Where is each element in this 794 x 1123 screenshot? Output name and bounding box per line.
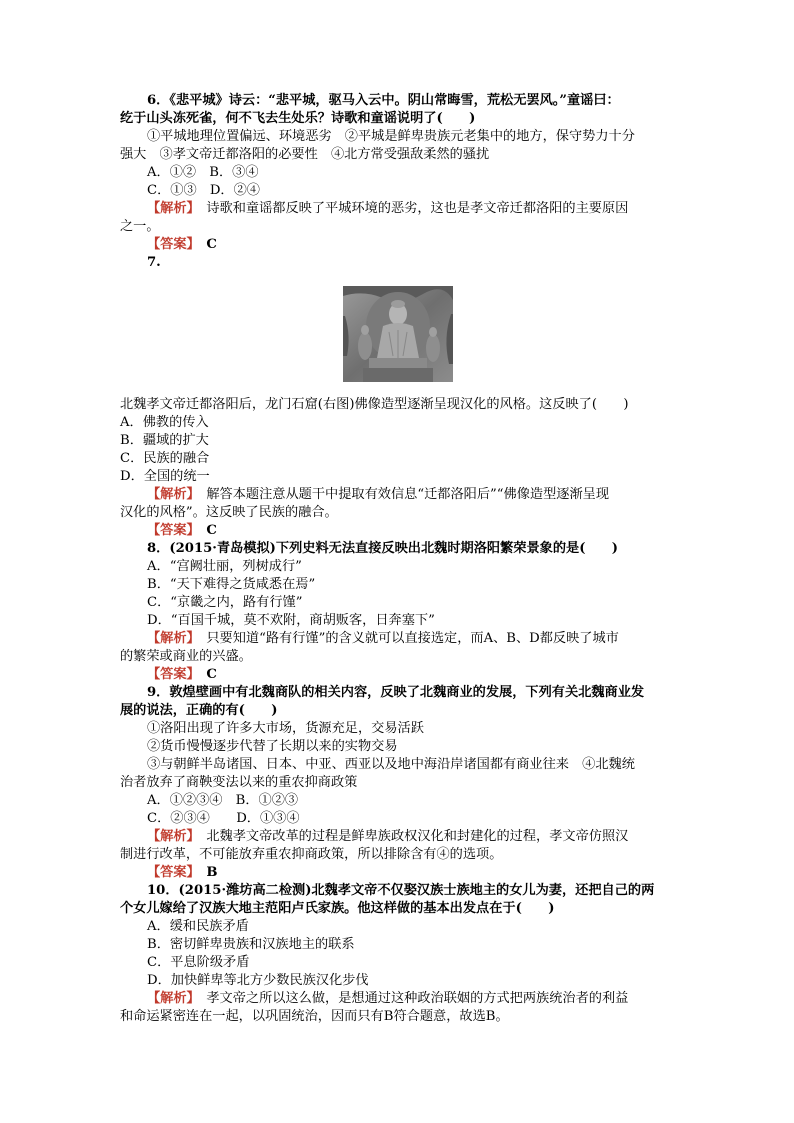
q7-option: C．民族的融合: [120, 451, 210, 466]
answer-value: C: [193, 667, 217, 682]
q6-line: 6．《悲平城》诗云：“悲平城，驱马入云中。阴山常晦雪，荒松无罢风。”童谣曰：: [147, 93, 620, 108]
q8-stem: 8．(2015·青岛模拟)下列史料无法直接反映出北魏时期洛阳繁荣景象的是( ): [147, 541, 619, 556]
q7-answer: [120, 522, 676, 540]
q10-stem: 10．(2015·潍坊高二检测)北魏孝文帝不仅娶汉族士族地主的女儿为妻，还把自己的两: [147, 883, 655, 898]
q7-analysis: [120, 486, 676, 504]
question-8: [120, 540, 676, 684]
q10-option: A．缓和民族矛盾: [147, 919, 249, 934]
analysis-label: 【解析】: [147, 201, 194, 216]
answer-label: 【答案】: [147, 865, 194, 880]
q6-option: C．①③ D．②④: [147, 183, 260, 198]
q9-answer: [120, 864, 676, 882]
answer-value: C: [193, 523, 217, 538]
q9-stem-cont: 展的说法，正确的有( ): [120, 703, 278, 718]
analysis-text: 诗歌和童谣都反映了平城环境的恶劣，这也是孝文帝迁都洛阳的主要原因: [193, 201, 629, 216]
q10-option: B．密切鲜卑贵族和汉族地主的联系: [147, 937, 355, 952]
q9-item: ②货币慢慢逐步代替了长期以来的实物交易: [147, 739, 398, 754]
q8-answer: [120, 666, 676, 684]
q8-option: B．“天下难得之货咸悉在焉”: [147, 577, 316, 592]
q9-item-cont: 治者放弃了商鞅变法以来的重农抑商政策: [120, 775, 358, 790]
question-10: [120, 882, 676, 1026]
analysis-label: 【解析】: [147, 487, 194, 502]
answer-label: 【答案】: [147, 667, 194, 682]
q9-option: A．①②③④ B．①②③: [147, 793, 299, 808]
q7-analysis-cont: 汉化的风格”。这反映了民族的融合。: [120, 505, 338, 520]
analysis-text: 解答本题注意从题干中提取有效信息“迁都洛阳后”“佛像造型逐渐呈现: [193, 487, 610, 502]
question-9: [120, 684, 676, 882]
analysis-text: 只要知道“路有行馑”的含义就可以直接选定，而A、B、D都反映了城市: [193, 631, 619, 646]
q6-analysis-cont: 之一。: [120, 219, 160, 234]
q8-option: C．“京畿之内，路有行馑”: [147, 595, 303, 610]
q7-number: 7.: [147, 255, 161, 270]
analysis-label: 【解析】: [147, 631, 194, 646]
q6-line: ①平城地理位置偏远、环境恶劣 ②平城是鲜卑贵族元老集中的地方，保守势力十分: [147, 129, 635, 144]
q7-option: D．全国的统一: [120, 469, 210, 484]
analysis-text: 孝文帝之所以这么做，是想通过这种政治联姻的方式把两族统治者的利益: [193, 991, 629, 1006]
analysis-text: 北魏孝文帝改革的过程是鲜卑族政权汉化和封建化的过程，孝文帝仿照汉: [193, 829, 629, 844]
q7-option: A．佛教的传入: [120, 415, 209, 430]
q6-answer: [120, 236, 676, 254]
analysis-label: 【解析】: [147, 991, 194, 1006]
q9-option: C．②③④ D．①③④: [147, 811, 300, 826]
q8-option: A．“宫阙壮丽，列树成行”: [147, 559, 302, 574]
q10-analysis-cont: 和命运紧密连在一起，以巩固统治，因而只有B符合题意，故选B。: [120, 1009, 509, 1024]
q9-stem: 9．敦煌壁画中有北魏商队的相关内容，反映了北魏商业的发展，下列有关北魏商业发: [147, 685, 645, 700]
buddha-statue-icon: [343, 286, 453, 382]
answer-label: 【答案】: [147, 237, 194, 252]
q8-option: D．“百国千城，莫不欢附，商胡贩客，日奔塞下”: [147, 613, 435, 628]
q10-analysis: [120, 990, 676, 1008]
q6-analysis: [120, 200, 676, 218]
document-page: [120, 92, 676, 1026]
answer-value: C: [193, 237, 217, 252]
q7-option: B．疆域的扩大: [120, 433, 209, 448]
analysis-label: 【解析】: [147, 829, 194, 844]
q9-item: ③与朝鲜半岛诸国、日本、中亚、西亚以及地中海沿岸诸国都有商业往来 ④北魏统: [147, 757, 635, 772]
q6-option: A．①② B．③④: [147, 165, 259, 180]
question-6: [120, 92, 676, 254]
q8-analysis-cont: 的繁荣或商业的兴盛。: [120, 649, 252, 664]
q8-analysis: [120, 630, 676, 648]
question-7: [120, 254, 676, 540]
q6-line: 纥于山头冻死雀，何不飞去生处乐？诗歌和童谣说明了( ): [120, 111, 476, 126]
q10-option: C．平息阶级矛盾: [147, 955, 250, 970]
q7-stem: 北魏孝文帝迁都洛阳后，龙门石窟(右图)佛像造型逐渐呈现汉化的风格。这反映了( ): [120, 397, 629, 412]
q6-line: 强大 ③孝文帝迁都洛阳的必要性 ④北方常受强敌柔然的骚扰: [120, 147, 490, 162]
q10-option: D．加快鲜卑等北方少数民族汉化步伐: [147, 973, 369, 988]
answer-value: B: [193, 865, 218, 880]
q9-item: ①洛阳出现了许多大市场，货源充足，交易活跃: [147, 721, 424, 736]
answer-label: 【答案】: [147, 523, 194, 538]
longmen-buddha-image: [120, 276, 676, 392]
q9-analysis: [120, 828, 676, 846]
q9-analysis-cont: 制进行改革，不可能放弃重农抑商政策，所以排除含有④的选项。: [120, 847, 503, 862]
q10-stem-cont: 个女儿嫁给了汉族大地主范阳卢氏家族。他这样做的基本出发点在于( ): [120, 901, 555, 916]
